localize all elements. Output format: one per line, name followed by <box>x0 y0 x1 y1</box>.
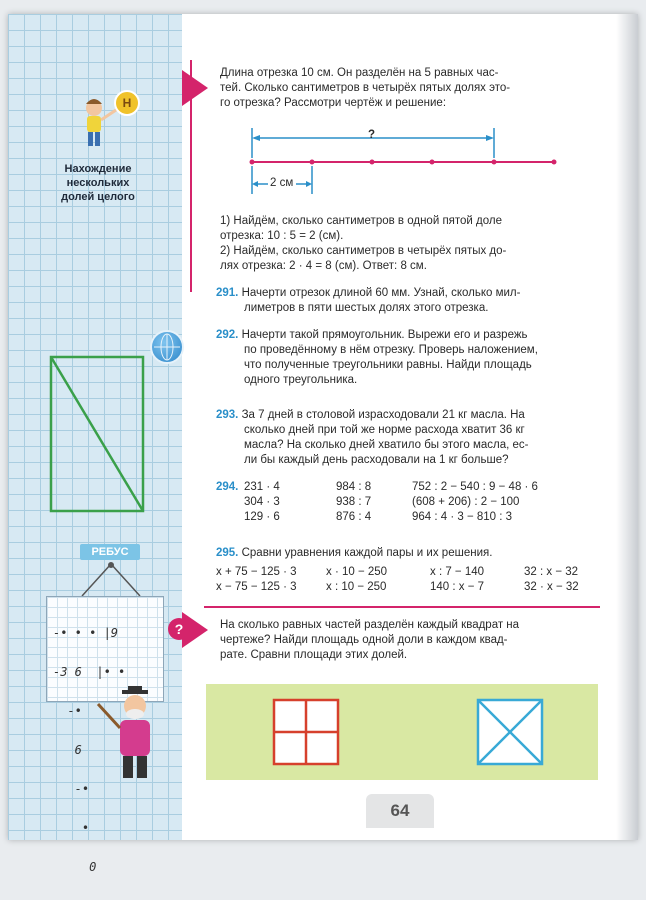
rebus-label: РЕБУС <box>80 544 140 560</box>
topic-title <box>38 162 158 204</box>
diagram-unit-label: 2 см <box>270 177 294 189</box>
task-line: За 7 дней в столовой израсходовали 21 кг масла. На <box>241 409 525 421</box>
rebus-line: • <box>53 821 90 835</box>
rebus-line: -• <box>53 704 82 718</box>
textbook-page <box>8 14 638 874</box>
intro-text <box>220 66 600 111</box>
topic-badge: Н <box>114 90 140 116</box>
equation: x · 10 − 250 <box>326 566 388 578</box>
expression: (608 + 206) : 2 − 100 <box>412 496 520 508</box>
topic-line: долей целого <box>61 191 135 203</box>
question-line: рате. Сравни площади этих долей. <box>220 649 408 661</box>
task-number: 294. <box>216 481 239 493</box>
professor-mascot-icon <box>92 686 172 786</box>
page-edge-shadow <box>616 14 638 840</box>
intro-line: тей. Сколько сантиметров в четырёх пятых долях это- <box>220 82 511 94</box>
expression: 964 : 4 · 3 − 810 : 3 <box>412 511 513 523</box>
rebus-line: -3 6 |• • <box>53 665 126 679</box>
rectangle-diagram <box>48 354 148 514</box>
equation: x − 75 − 125 · 3 <box>216 581 297 593</box>
task-number: 291. <box>216 287 239 299</box>
expression: 304 · 3 <box>244 496 280 508</box>
task-line: что полученные треугольники равны. Найди площадь <box>244 359 532 371</box>
topic-line: нескольких <box>66 177 130 189</box>
intro-line: го отрезка? Рассмотри чертёж и решение: <box>220 97 447 109</box>
equation: x : 10 − 250 <box>326 581 387 593</box>
equation: 32 : x − 32 <box>524 566 579 578</box>
task-line: масла? На сколько дней хватило бы этого масла, ес- <box>244 439 529 451</box>
rebus-line: 0 <box>53 860 97 874</box>
solution-line: 2) Найдём, сколько сантиметров в четырёх пятых до- <box>220 245 507 257</box>
equation: x : 7 − 140 <box>430 566 485 578</box>
task-291 <box>216 286 606 316</box>
question-line: чертеже? Найди площадь одной доли в каждом квад- <box>220 634 508 646</box>
solution-line: лях отрезка: 2 · 4 = 8 (см). Ответ: 8 см. <box>220 260 427 272</box>
expression: 984 : 8 <box>336 481 372 493</box>
equation: 140 : x − 7 <box>430 581 485 593</box>
expression: 752 : 2 − 540 : 9 − 48 · 6 <box>412 481 538 493</box>
task-292 <box>216 328 606 388</box>
expression: 938 : 7 <box>336 496 372 508</box>
globe-icon <box>150 330 184 364</box>
task-number: 293. <box>216 409 239 421</box>
rebus-line: 6 <box>53 743 82 757</box>
task-295 <box>216 546 616 595</box>
expression: 876 : 4 <box>336 511 372 523</box>
question-separator <box>204 606 600 608</box>
equation: 32 · x − 32 <box>524 581 579 593</box>
task-line: одного треугольника. <box>244 374 358 386</box>
question-line: На сколько равных частей разделён каждый квадрат на <box>220 619 520 631</box>
solution-line: отрезка: 10 : 5 = 2 (см). <box>220 230 344 242</box>
task-line: Начерти такой прямоугольник. Вырежи его и разрежь <box>241 329 528 341</box>
board-hanger <box>78 562 144 598</box>
section-marker-icon <box>182 70 208 106</box>
task-line: Начерти отрезок длиной 60 мм. Узнай, сколько мил- <box>241 287 521 299</box>
square-four-parts <box>272 698 342 768</box>
rebus-line: -• • • |9 <box>53 626 119 640</box>
task-number: 295. <box>216 547 239 559</box>
question-badge: ? <box>168 618 190 640</box>
solution-text <box>220 214 600 274</box>
task-line: Сравни уравнения каждой пары и их решения. <box>241 547 493 559</box>
diagram-question: ? <box>368 129 376 141</box>
equation: x + 75 − 125 · 3 <box>216 566 297 578</box>
task-number: 292. <box>216 329 239 341</box>
task-293 <box>216 408 606 468</box>
page-number: 64 <box>366 794 434 828</box>
rebus-line: -• <box>53 782 90 796</box>
expression: 231 · 4 <box>244 481 280 493</box>
task-line: по проведённому в нём отрезку. Проверь наложением, <box>244 344 538 356</box>
task-line: сколько дней при той же норме расхода хватит 36 кг <box>244 424 525 436</box>
square-diagonals <box>476 698 546 768</box>
task-line: ли бы каждый день расходовали на 1 кг больше? <box>244 454 509 466</box>
intro-line: Длина отрезка 10 см. Он разделён на 5 равных час- <box>220 67 499 79</box>
task-294 <box>216 480 606 525</box>
task-line: лиметров в пяти шестых долях этого отрезка. <box>244 302 489 314</box>
solution-line: 1) Найдём, сколько сантиметров в одной пятой доле <box>220 215 503 227</box>
expression: 129 · 6 <box>244 511 280 523</box>
topic-line: Нахождение <box>64 163 132 175</box>
intro-accent-line <box>190 60 192 292</box>
question-text <box>220 618 600 663</box>
squares-panel <box>206 684 598 780</box>
